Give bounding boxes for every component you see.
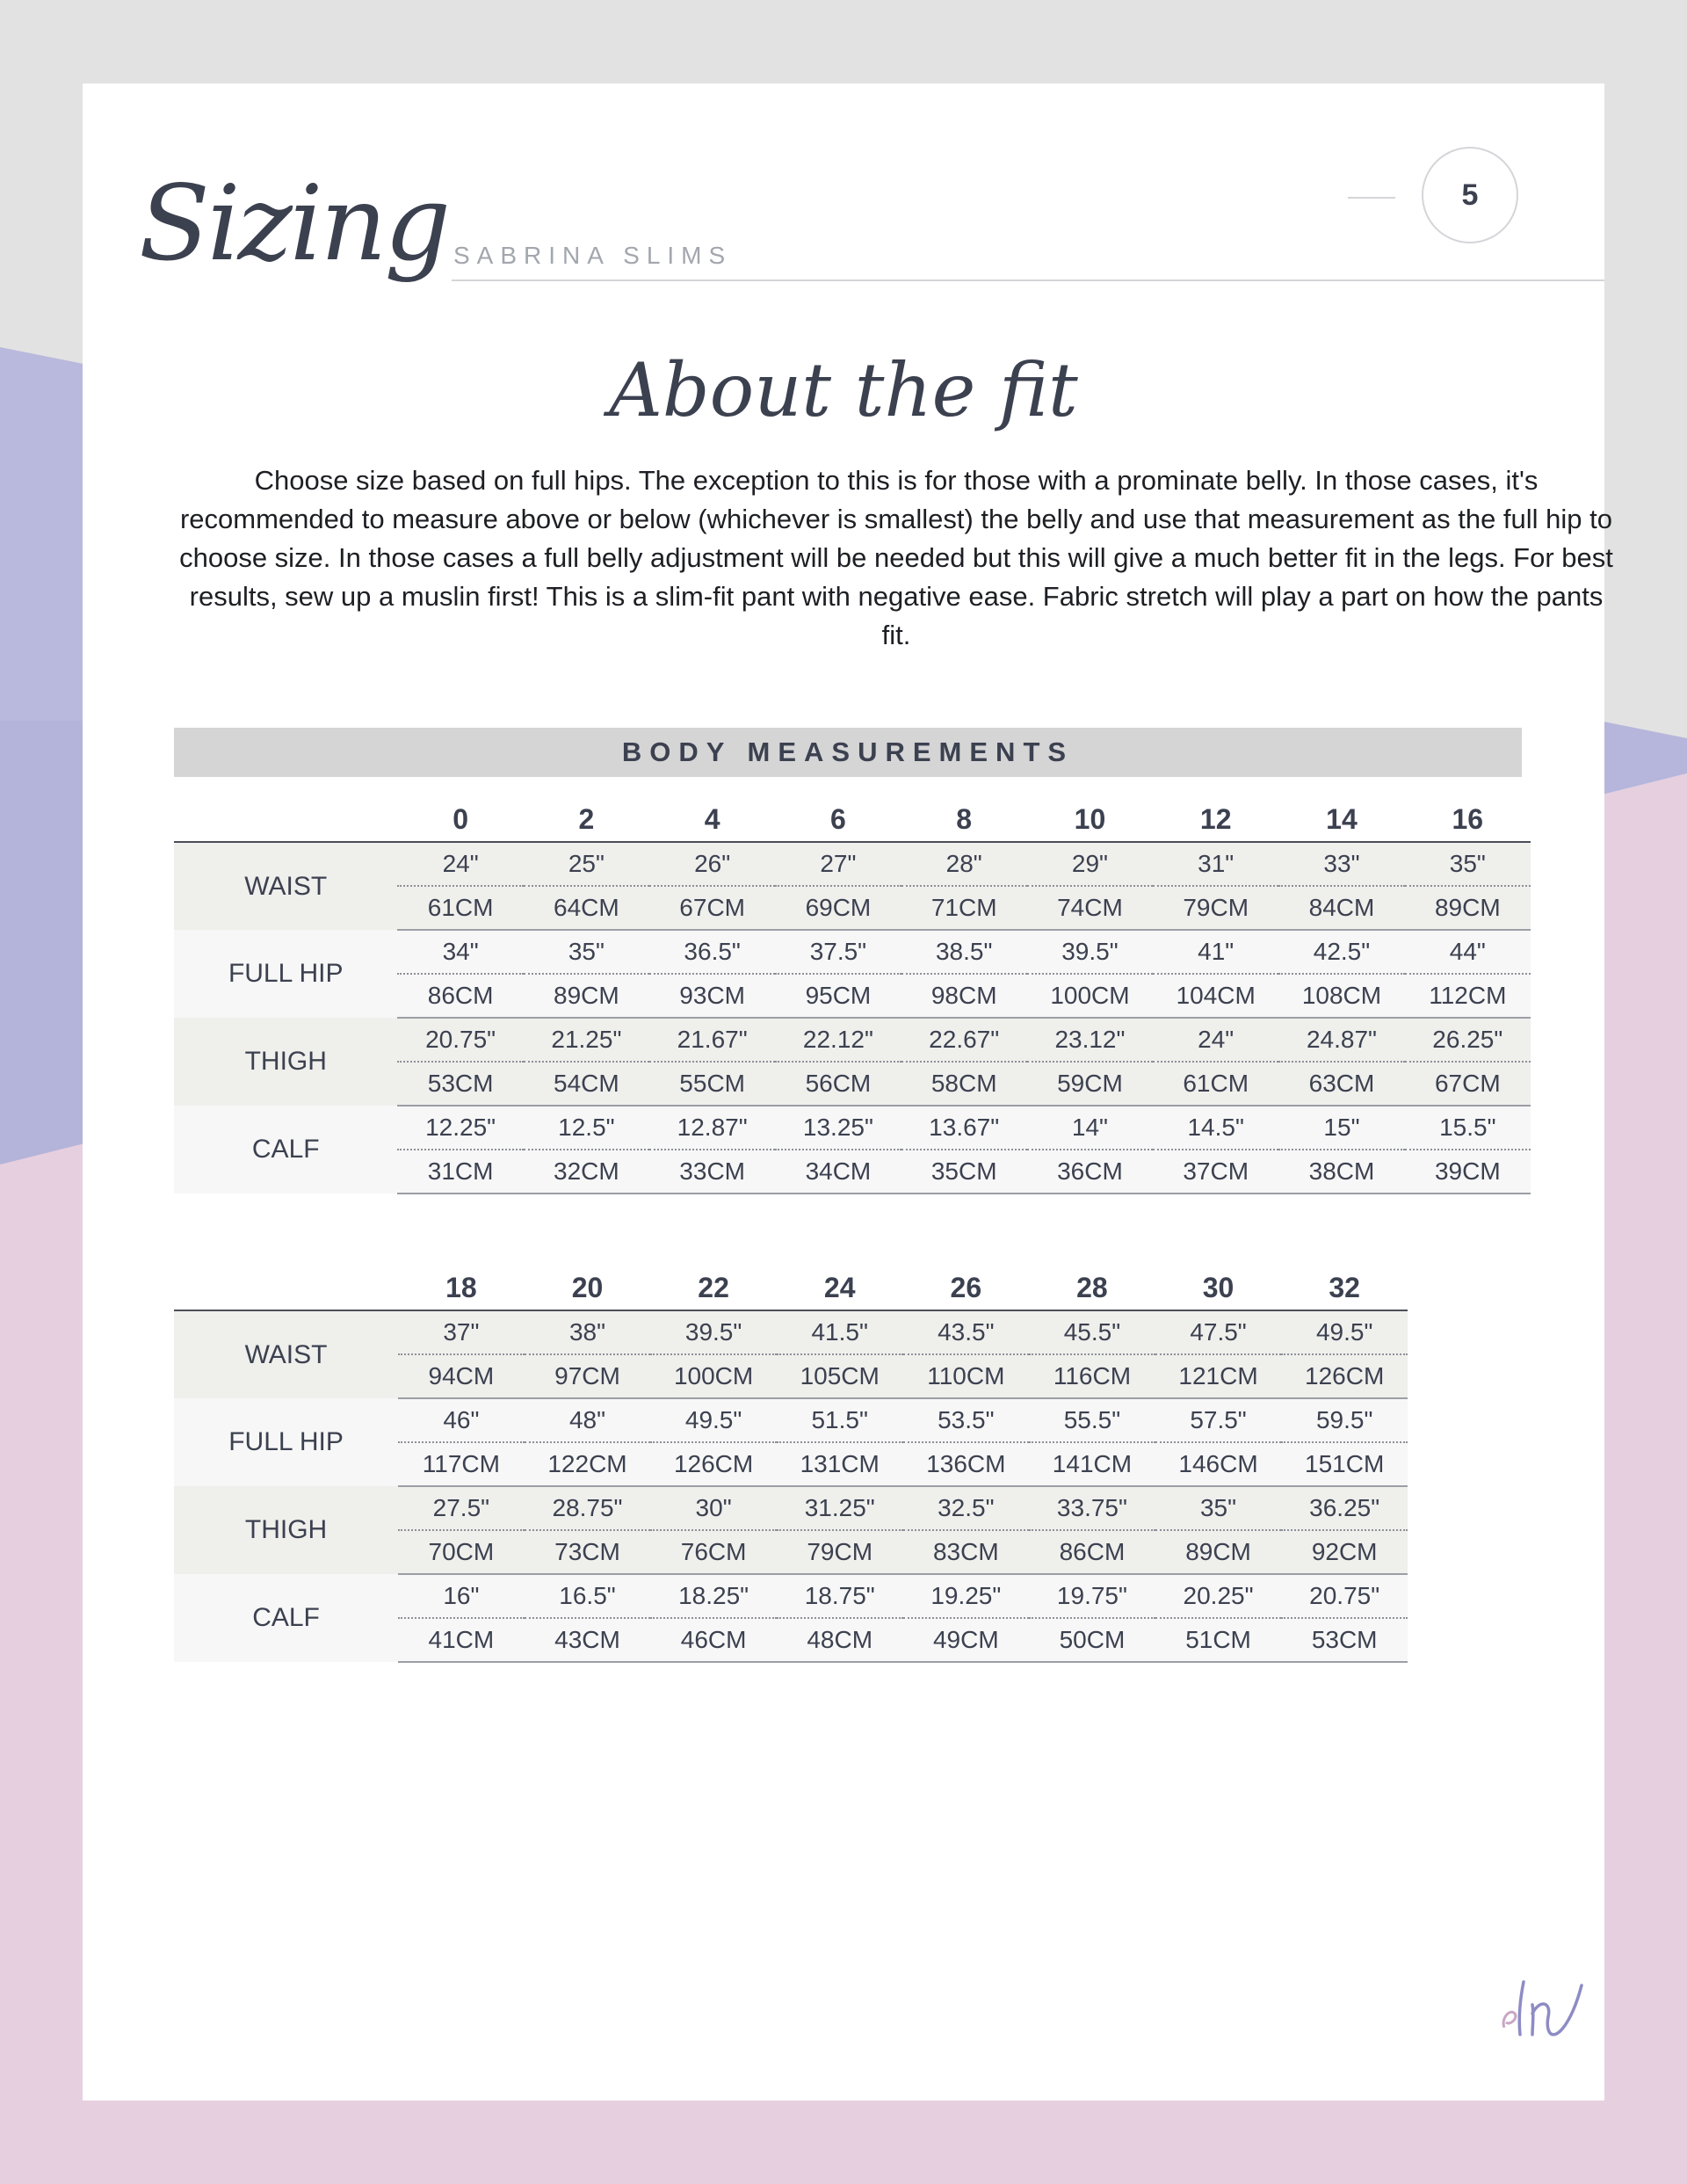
table-row-inches [174, 1486, 1408, 1530]
inch-value: 31" [1153, 842, 1278, 886]
cm-value: 63CM [1278, 1062, 1404, 1106]
cm-value: 151CM [1281, 1442, 1408, 1486]
cm-value: 84CM [1278, 886, 1404, 930]
inch-value: 39.5" [650, 1310, 777, 1354]
inch-value: 16" [398, 1574, 525, 1618]
inch-value: 14.5" [1153, 1106, 1278, 1150]
about-fit-title: About the fit [609, 347, 1078, 433]
inch-value: 27.5" [398, 1486, 525, 1530]
inch-value: 20.25" [1155, 1574, 1282, 1618]
inch-value: 15" [1278, 1106, 1404, 1150]
measurement-label: FULL HIP [174, 1398, 398, 1486]
cm-value: 117CM [398, 1442, 525, 1486]
inch-value: 18.25" [650, 1574, 777, 1618]
cm-value: 79CM [777, 1530, 903, 1574]
inch-value: 35" [1405, 842, 1531, 886]
inch-value: 35" [524, 930, 649, 974]
cm-value: 86CM [397, 974, 523, 1018]
table-row-inches [174, 842, 1531, 886]
cm-value: 34CM [775, 1150, 901, 1194]
cm-value: 98CM [901, 974, 1027, 1018]
inch-value: 23.12" [1027, 1018, 1153, 1062]
size-header: 6 [775, 797, 901, 842]
cm-value: 89CM [524, 974, 649, 1018]
cm-value: 146CM [1155, 1442, 1282, 1486]
inch-value: 21.25" [524, 1018, 649, 1062]
cm-value: 121CM [1155, 1354, 1282, 1398]
inch-value: 43.5" [903, 1310, 1030, 1354]
cm-value: 141CM [1029, 1442, 1155, 1486]
cm-value: 55CM [649, 1062, 775, 1106]
inch-value: 29" [1027, 842, 1153, 886]
cm-value: 94CM [398, 1354, 525, 1398]
inch-value: 13.25" [775, 1106, 901, 1150]
measurement-label: WAIST [174, 842, 397, 930]
cm-value: 39CM [1405, 1150, 1531, 1194]
cm-value: 112CM [1405, 974, 1531, 1018]
inch-value: 41" [1153, 930, 1278, 974]
inch-value: 24" [1153, 1018, 1278, 1062]
cm-value: 89CM [1405, 886, 1531, 930]
cm-value: 108CM [1278, 974, 1404, 1018]
inch-value: 55.5" [1029, 1398, 1155, 1442]
page-subtitle: SABRINA SLIMS [453, 242, 733, 269]
inch-value: 32.5" [903, 1486, 1030, 1530]
size-header: 24 [777, 1266, 903, 1310]
page-number-dash [1348, 197, 1395, 199]
size-header: 20 [525, 1266, 651, 1310]
cm-value: 64CM [524, 886, 649, 930]
inch-value: 25" [524, 842, 649, 886]
inch-value: 19.75" [1029, 1574, 1155, 1618]
table-row-inches [174, 930, 1531, 974]
cm-value: 89CM [1155, 1530, 1282, 1574]
cm-value: 136CM [903, 1442, 1030, 1486]
cm-value: 33CM [649, 1150, 775, 1194]
measurement-label: CALF [174, 1574, 398, 1662]
size-header: 30 [1155, 1266, 1282, 1310]
size-header: 2 [524, 797, 649, 842]
cm-value: 61CM [1153, 1062, 1278, 1106]
corner-cell [174, 797, 397, 842]
inch-value: 46" [398, 1398, 525, 1442]
inch-value: 14" [1027, 1106, 1153, 1150]
cm-value: 53CM [397, 1062, 523, 1106]
cm-value: 122CM [525, 1442, 651, 1486]
inch-value: 21.67" [649, 1018, 775, 1062]
cm-value: 31CM [397, 1150, 523, 1194]
size-header: 4 [649, 797, 775, 842]
size-header-row [174, 1266, 1408, 1310]
cm-value: 76CM [650, 1530, 777, 1574]
body-measurements-heading: BODY MEASUREMENTS [174, 728, 1522, 777]
inch-value: 45.5" [1029, 1310, 1155, 1354]
inch-value: 35" [1155, 1486, 1282, 1530]
size-header: 0 [397, 797, 523, 842]
inch-value: 38" [525, 1310, 651, 1354]
cm-value: 59CM [1027, 1062, 1153, 1106]
inch-value: 47.5" [1155, 1310, 1282, 1354]
cm-value: 32CM [524, 1150, 649, 1194]
cm-value: 70CM [398, 1530, 525, 1574]
size-header: 32 [1281, 1266, 1408, 1310]
inch-value: 48" [525, 1398, 651, 1442]
inch-value: 22.67" [901, 1018, 1027, 1062]
cm-value: 69CM [775, 886, 901, 930]
corner-cell [174, 1266, 398, 1310]
cm-value: 79CM [1153, 886, 1278, 930]
inch-value: 26" [649, 842, 775, 886]
cm-value: 100CM [650, 1354, 777, 1398]
table-row-inches [174, 1574, 1408, 1618]
size-header: 26 [903, 1266, 1030, 1310]
cm-value: 93CM [649, 974, 775, 1018]
cm-value: 116CM [1029, 1354, 1155, 1398]
cm-value: 86CM [1029, 1530, 1155, 1574]
measurement-label: THIGH [174, 1486, 398, 1574]
inch-value: 33.75" [1029, 1486, 1155, 1530]
inch-value: 31.25" [777, 1486, 903, 1530]
inch-value: 36.25" [1281, 1486, 1408, 1530]
cm-value: 100CM [1027, 974, 1153, 1018]
cm-value: 95CM [775, 974, 901, 1018]
cm-value: 50CM [1029, 1618, 1155, 1662]
cm-value: 73CM [525, 1530, 651, 1574]
cm-value: 36CM [1027, 1150, 1153, 1194]
cm-value: 97CM [525, 1354, 651, 1398]
table-row-inches [174, 1018, 1531, 1062]
cm-value: 104CM [1153, 974, 1278, 1018]
size-header: 8 [901, 797, 1027, 842]
size-header: 16 [1405, 797, 1531, 842]
about-fit-text: Choose size based on full hips. The exception to this is for those with a prominate belly. In those cases, it's recommended to measure above or below (whichever is smallest) the belly and use that measurement as the full hip to choose size. In those cases a full belly adjustment will be needed but this will give a much better fit in the legs. For best results, sew up a muslin first! This is a slim-fit pant with negative ease. Fabric stretch will play a part on how the pants fit. [179, 465, 1613, 650]
inch-value: 12.25" [397, 1106, 523, 1150]
cm-value: 110CM [903, 1354, 1030, 1398]
inch-value: 18.75" [777, 1574, 903, 1618]
inch-value: 26.25" [1405, 1018, 1531, 1062]
inch-value: 20.75" [397, 1018, 523, 1062]
table-row-inches [174, 1106, 1531, 1150]
inch-value: 41.5" [777, 1310, 903, 1354]
inch-value: 33" [1278, 842, 1404, 886]
measurements-table-2 [174, 1266, 1408, 1663]
size-header: 14 [1278, 797, 1404, 842]
cm-value: 71CM [901, 886, 1027, 930]
size-header: 22 [650, 1266, 777, 1310]
inch-value: 53.5" [903, 1398, 1030, 1442]
measurement-label: CALF [174, 1106, 397, 1194]
inch-value: 57.5" [1155, 1398, 1282, 1442]
cm-value: 126CM [1281, 1354, 1408, 1398]
page-number: 5 [1422, 147, 1518, 243]
cm-value: 49CM [903, 1618, 1030, 1662]
inch-value: 20.75" [1281, 1574, 1408, 1618]
inch-value: 30" [650, 1486, 777, 1530]
measurements-table-1 [174, 797, 1531, 1194]
measurement-label: WAIST [174, 1310, 398, 1398]
inch-value: 37.5" [775, 930, 901, 974]
inch-value: 12.87" [649, 1106, 775, 1150]
inch-value: 51.5" [777, 1398, 903, 1442]
cm-value: 54CM [524, 1062, 649, 1106]
measurement-label: FULL HIP [174, 930, 397, 1018]
cm-value: 105CM [777, 1354, 903, 1398]
cm-value: 92CM [1281, 1530, 1408, 1574]
measurement-label: THIGH [174, 1018, 397, 1106]
inch-value: 49.5" [1281, 1310, 1408, 1354]
inch-value: 13.67" [901, 1106, 1027, 1150]
inch-value: 24" [397, 842, 523, 886]
page [83, 83, 1613, 2101]
cm-value: 83CM [903, 1530, 1030, 1574]
ln-monogram-icon [1497, 1973, 1594, 2043]
cm-value: 43CM [525, 1618, 651, 1662]
table-row-inches [174, 1398, 1408, 1442]
cm-value: 126CM [650, 1442, 777, 1486]
page-title: Sizing [139, 163, 449, 284]
inch-value: 42.5" [1278, 930, 1404, 974]
inch-value: 49.5" [650, 1398, 777, 1442]
inch-value: 34" [397, 930, 523, 974]
cm-value: 131CM [777, 1442, 903, 1486]
cm-value: 61CM [397, 886, 523, 930]
cm-value: 58CM [901, 1062, 1027, 1106]
header-divider [452, 279, 1604, 281]
table-row-inches [174, 1310, 1408, 1354]
cm-value: 46CM [650, 1618, 777, 1662]
cm-value: 48CM [777, 1618, 903, 1662]
inch-value: 44" [1405, 930, 1531, 974]
inch-value: 39.5" [1027, 930, 1153, 974]
cm-value: 41CM [398, 1618, 525, 1662]
inch-value: 15.5" [1405, 1106, 1531, 1150]
inch-value: 24.87" [1278, 1018, 1404, 1062]
inch-value: 38.5" [901, 930, 1027, 974]
cm-value: 53CM [1281, 1618, 1408, 1662]
inch-value: 59.5" [1281, 1398, 1408, 1442]
cm-value: 37CM [1153, 1150, 1278, 1194]
size-header: 10 [1027, 797, 1153, 842]
inch-value: 36.5" [649, 930, 775, 974]
cm-value: 67CM [649, 886, 775, 930]
size-header: 18 [398, 1266, 525, 1310]
inch-value: 12.5" [524, 1106, 649, 1150]
inch-value: 27" [775, 842, 901, 886]
inch-value: 37" [398, 1310, 525, 1354]
inch-value: 19.25" [903, 1574, 1030, 1618]
size-header-row [174, 797, 1531, 842]
cm-value: 67CM [1405, 1062, 1531, 1106]
cm-value: 38CM [1278, 1150, 1404, 1194]
cm-value: 74CM [1027, 886, 1153, 930]
cm-value: 51CM [1155, 1618, 1282, 1662]
inch-value: 28" [901, 842, 1027, 886]
size-header: 28 [1029, 1266, 1155, 1310]
size-header: 12 [1153, 797, 1278, 842]
cm-value: 35CM [901, 1150, 1027, 1194]
inch-value: 22.12" [775, 1018, 901, 1062]
inch-value: 16.5" [525, 1574, 651, 1618]
cm-value: 56CM [775, 1062, 901, 1106]
inch-value: 28.75" [525, 1486, 651, 1530]
